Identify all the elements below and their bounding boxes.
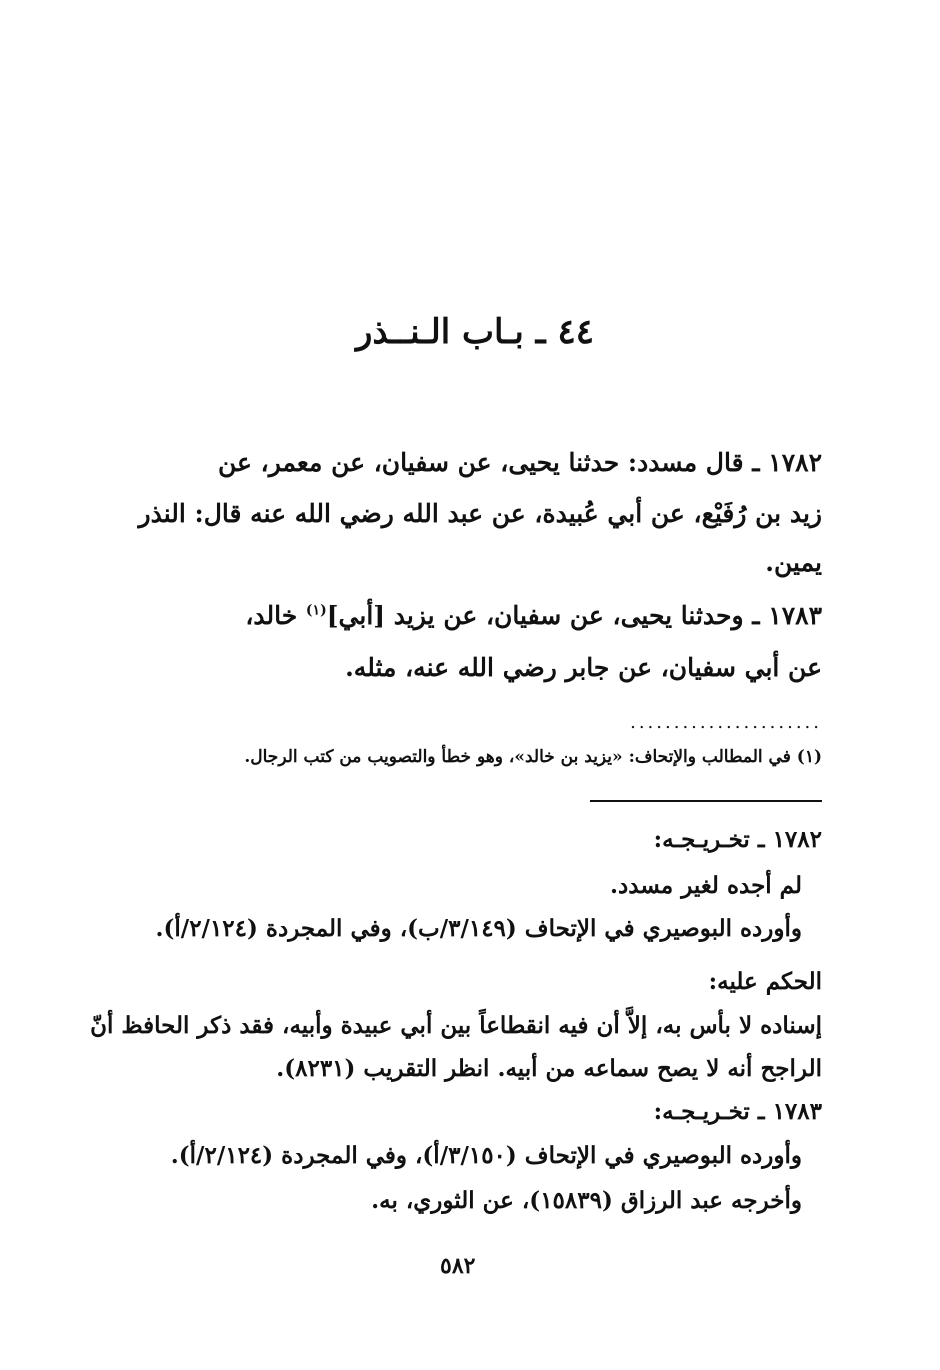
- takhrij-1782-heading: ١٧٨٢ ـ تخـريـجـه:: [653, 826, 822, 853]
- takhrij-1783-line-1: وأورده البوصيري في الإتحاف (٣/١٥٠/أ)، وفي المجردة (٢/١٢٤/أ).: [170, 1142, 802, 1169]
- hadith-1782-line-1: ١٧٨٢ ـ قال مسدد: حدثنا يحيى، عن سفيان، عن معمر، عن: [217, 448, 822, 477]
- takhrij-1782-line-2: وأورده البوصيري في الإتحاف (٣/١٤٩/ب)، وفي المجردة (٢/١٢٤/أ).: [155, 915, 802, 942]
- footnote-marker: (١): [305, 602, 327, 619]
- hadith-1783-text-start: ١٧٨٣ ـ وحدثنا يحيى، عن سفيان، عن يزيد [أبي]: [326, 601, 822, 630]
- ruling-line-2: الراجح أنه لا يصح سماعه من أبيه. انظر التقريب (٨٢٣١).: [276, 1055, 822, 1082]
- page-number: ٥٨٢: [440, 1253, 476, 1279]
- footnote-1: (١) في المطالب والإتحاف: «يزيد بن خالد»، وهو خطأ والتصويب من كتب الرجال.: [244, 747, 822, 767]
- section-divider: [590, 800, 822, 802]
- footnote-separator-dots: ......................: [630, 712, 822, 733]
- hadith-1783-line-2: عن أبي سفيان، عن جابر رضي الله عنه، مثله.: [345, 653, 822, 682]
- ruling-heading: الحكم عليه:: [708, 968, 822, 995]
- hadith-1782-line-3: يمين.: [765, 548, 822, 577]
- ruling-line-1: إسناده لا بأس به، إلاَّ أن فيه انقطاعاً بين أبي عبيدة وأبيه، فقد ذكر الحافظ أنّ: [90, 1012, 822, 1039]
- chapter-heading: ٤٤ ـ بـاب الـنــذر: [355, 312, 594, 352]
- hadith-1783-text-end: خالد،: [245, 601, 306, 630]
- takhrij-1782-line-1: لم أجده لغير مسدد.: [610, 872, 802, 899]
- hadith-1783-line-1: [245, 601, 822, 630]
- takhrij-1783-heading: ١٧٨٣ ـ تخـريـجـه:: [653, 1098, 822, 1125]
- takhrij-1783-line-2: وأخرجه عبد الرزاق (١٥٨٣٩)، عن الثوري، به.: [371, 1187, 802, 1214]
- hadith-1782-line-2: زيد بن رُفَيْع، عن أبي عُبيدة، عن عبد الله رضي الله عنه قال: النذر: [138, 499, 822, 528]
